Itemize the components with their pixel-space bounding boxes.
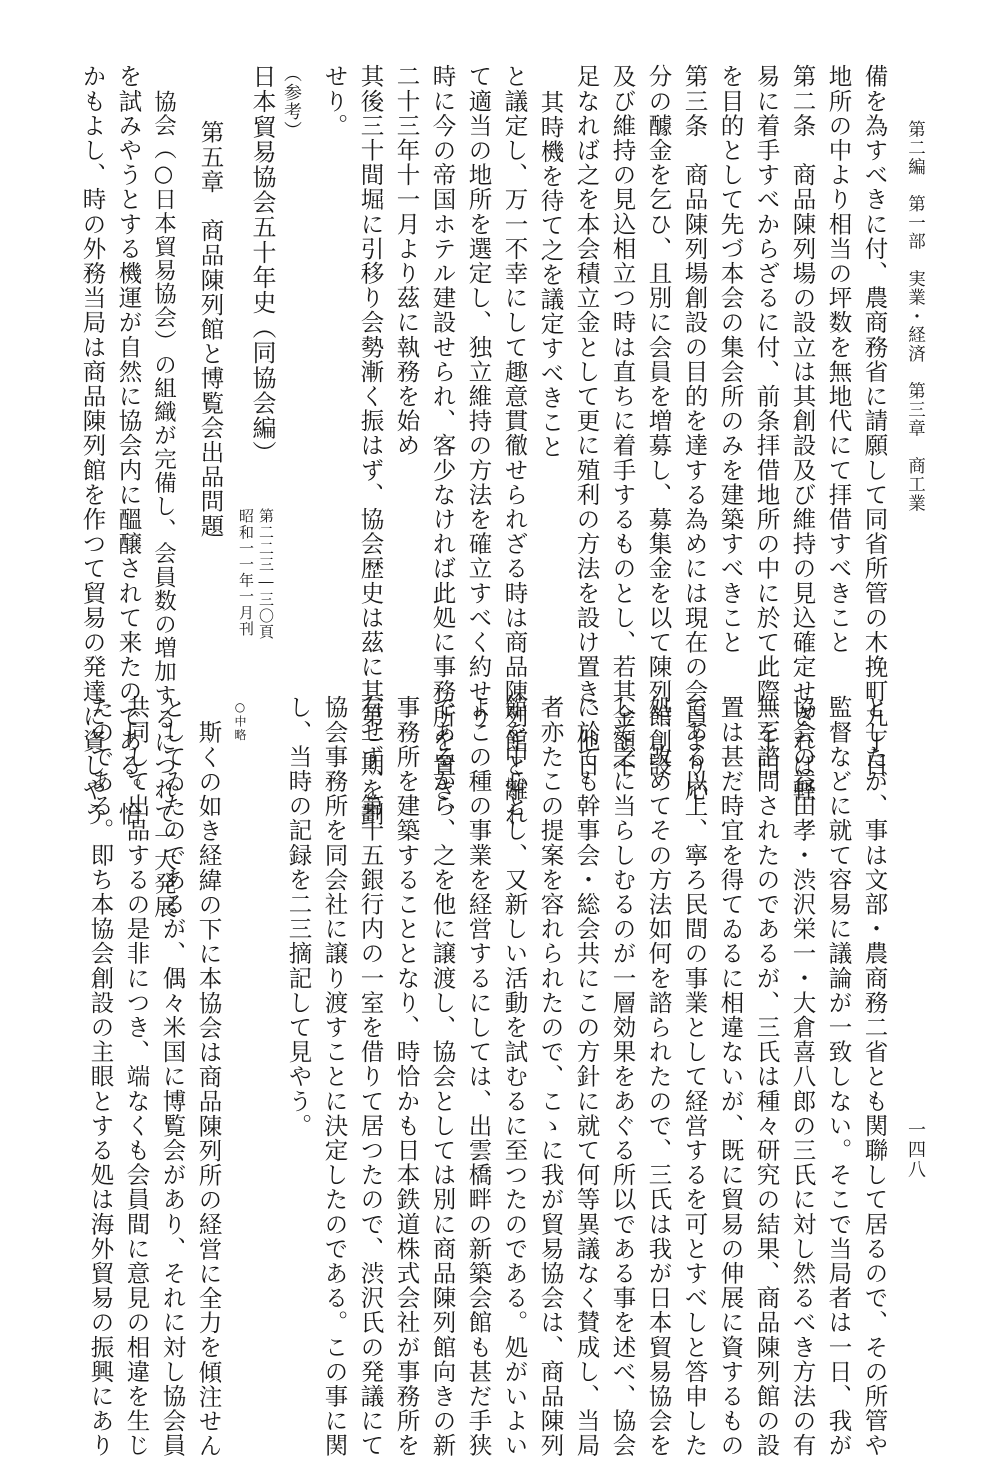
text-column: し、当時の記録を二三摘記して見やう。 <box>284 695 313 1138</box>
text-column: である以上、寧ろ民間の事業として経営するを可とすべしと答申した <box>680 695 709 1458</box>
text-column: 第二条 商品陳列場の設立は其創設及び維持の見込確定せざれば軽 <box>788 64 817 802</box>
running-header: 第二編 第一部 実業・経済 第三章 商工業 <box>905 120 926 513</box>
text-column: 地所の中より相当の坪数を無地代にて拝借すべきこと <box>824 64 853 655</box>
text-column: 共同して出品するの是非につき、端なくも会員間に意見の相違を生じ <box>122 695 151 1458</box>
text-column: 其後三十間堀に引移り会勢漸く振はず、協会歴史は茲に其第一期を劃 <box>356 64 385 827</box>
text-column: かもよし、時の外務当局は商品陳列館を作つて貿易の発達に資しやう <box>78 64 107 827</box>
text-column: 足なれば之を本会積立金として更に殖利の方法を設け置き、他日 <box>572 64 601 778</box>
text-column: 斯くの如き経緯の下に本協会は商品陳列所の経営に全力を傾注せん <box>194 720 223 1458</box>
reference-date: 昭和一一年一月刊 <box>237 508 255 637</box>
page-number: 一四八 <box>905 1120 926 1180</box>
text-column: であるから、之を他に譲渡し、協会としては別に商品陳列館向きの新 <box>428 695 457 1458</box>
text-column: 処、改めてその方法如何を諮られたので、三氏は我が日本貿易協会を <box>644 695 673 1458</box>
text-column: に於ても幹事会・総会共にこの方針に就て何等異議なく賛成し、当局 <box>572 695 601 1458</box>
text-column: 事務所を建築することとなり、時恰かも日本鉄道株式会社が事務所を <box>392 695 421 1458</box>
text-column: よこの種の事業を経営するにしては、出雲橋畔の新築会館も甚だ手狭 <box>464 695 493 1458</box>
text-column: 監督などに就て容易に議論が一致しない。そこで当局者は一日、我が <box>824 695 853 1458</box>
text-column: 二十三年十一月より茲に執務を始め <box>392 64 421 458</box>
text-column: 置は甚だ時宜を得てゐるに相違ないが、既に貿易の伸展に資するもの <box>716 695 745 1458</box>
text-column: 其時機を待て之を議定すべきこと <box>536 90 565 459</box>
text-column: 協会の益田孝・渋沢栄一・大倉喜八郎の三氏に対し然るべき方法の有 <box>788 695 817 1458</box>
text-column: 備を為すべきに付、農商務省に請願して同省所管の木挽町九丁目 <box>860 64 889 778</box>
text-column: 有せず、第十五銀行内の一室を借りて居つたので、渋沢氏の発議にて <box>356 695 385 1458</box>
reference-pages: 第二二三―三〇頁 <box>257 508 275 640</box>
text-column: を目的として先づ本会の集会所のみを建築すべきこと <box>716 64 745 655</box>
reference-label: （参考） <box>281 64 302 141</box>
text-column: 易に着手すべからざるに付、前条拝借地所の中に於て此際二千円 <box>752 64 781 778</box>
chapter-heading: 第五章 商品陳列館と博覧会出品問題 <box>196 120 225 539</box>
reference-book-title: 日本貿易協会五十年史（同協会編） <box>248 64 276 466</box>
text-column: 無を諮問されたのであるが、三氏は種々研究の結果、商品陳列館の設 <box>752 695 781 1458</box>
text-column: 第三条 商品陳列場創設の目的を達する為めには現在の会員より応 <box>680 64 709 802</box>
text-column: 時に今の帝国ホテル建設せられ、客少なければ此処に事務所を置き、 <box>428 64 457 827</box>
text-column: て適当の地所を選定し、独立維持の方法を確立すべく約せり <box>464 64 493 729</box>
text-column: たのである。即ち本協会創設の主眼とする処は海外貿易の振興にあり <box>86 695 115 1458</box>
text-column: と議定し、万一不幸にして趣意貫徹せられざる時は商品陳列館と離れ <box>500 64 529 827</box>
text-column: 者亦たこの提案を容れられたので、こゝに我が貿易協会は、商品陳列 <box>536 695 565 1458</box>
text-column: せり。 <box>320 64 349 138</box>
text-column: としてゐたのであるが、偶々米国に博覧会があり、それに対し協会員 <box>158 695 187 1458</box>
text-column: 及び維持の見込相立つ時は直ちに着手するものとし、若其金額不 <box>608 64 637 778</box>
text-column: 協会事務所を同会社に譲り渡すことに決定したのである。この事に関 <box>320 695 349 1458</box>
text-column: を試みやうとする機運が自然に協会内に醞醸されて来たのである。恰 <box>114 64 143 827</box>
text-column: 協会（○日本貿易協会）の組織が完備し、会員数の増加するにつれて一大発展 <box>150 90 177 920</box>
text-column: 館を中心とし、又新しい活動を試むるに至つたのである。処がいよい <box>500 695 529 1458</box>
omission-note: ○中略 <box>233 700 247 742</box>
text-column: としたが、事は文部・農商務二省とも関聯して居るので、その所管や <box>860 695 889 1458</box>
text-column: して之に当らしむるのが一層効果をあぐる所以である事を述べ、協会 <box>608 695 637 1458</box>
text-column: 分の醵金を乞ひ、且別に会員を増募し、募集金を以て陳列館創設 <box>644 64 673 778</box>
